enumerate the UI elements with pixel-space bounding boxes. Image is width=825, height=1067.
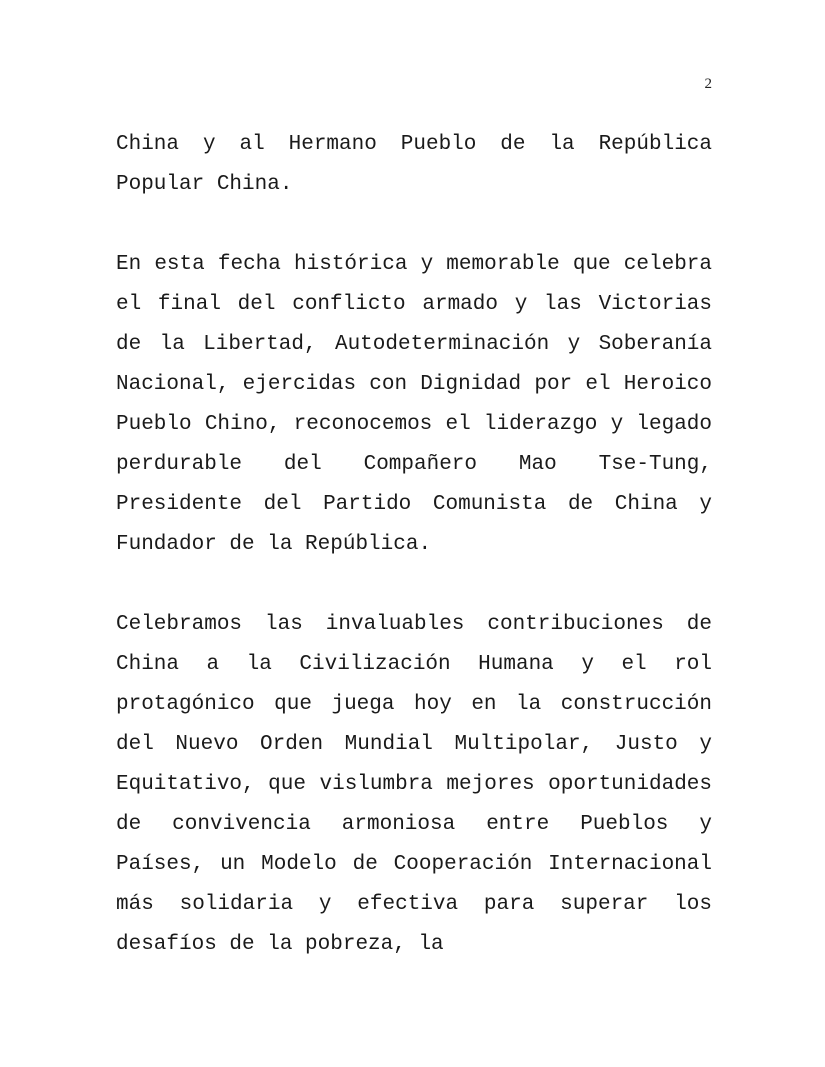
- paragraph: Celebramos las invaluables contribuciones de China a la Civilización Humana y el rol protagónico que juega hoy en la construcción del Nuevo Orden Mundial Multipolar, Justo y Equitativo, que vislumbra mejores oportunidades de convivencia armoniosa entre Pueblos y Países, un Modelo de Cooperación Internacional más solidaria y efectiva para superar los desafíos de la pobreza, la: [116, 613, 712, 956]
- paragraph: En esta fecha histórica y memorable que celebra el final del conflicto armado y las Victorias de la Libertad, Autodeterminación y Soberanía Nacional, ejercidas con Dignidad por el Heroico Pueblo Chino, reconocemos el liderazgo y legado perdurable del Compañero Mao Tse-Tung, Presidente del Partido Comunista de China y Fundador de la República.: [116, 253, 712, 556]
- document-body: [116, 125, 712, 1005]
- paragraph: China y al Hermano Pueblo de la República Popular China.: [116, 133, 712, 196]
- page-number: 2: [704, 76, 712, 92]
